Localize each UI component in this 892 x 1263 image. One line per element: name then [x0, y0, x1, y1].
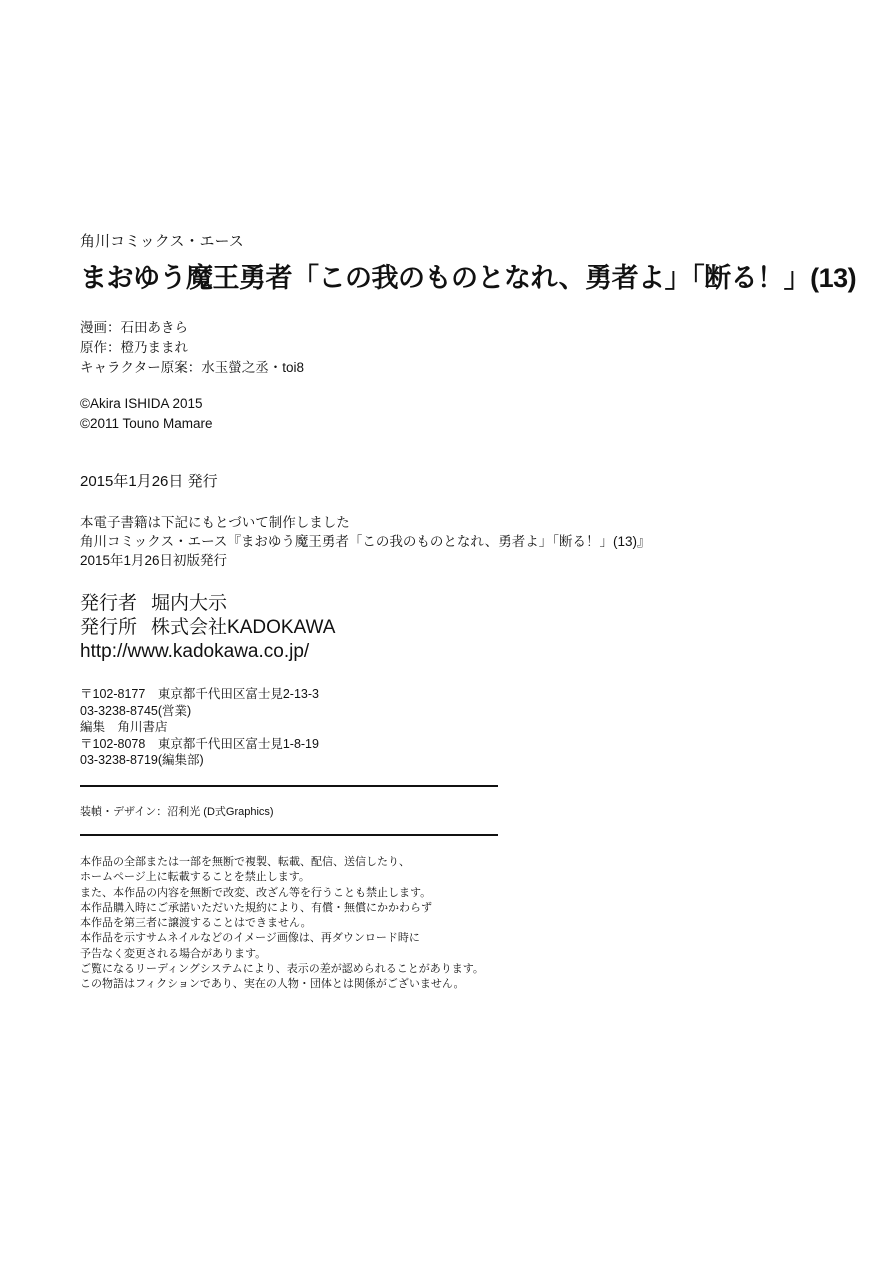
ebook-note — [80, 513, 651, 570]
notice-line: 本作品の全部または一部を無断で複製、転載、配信、送信したり、 — [80, 856, 410, 868]
imprint-label: 角川コミックス・エース — [80, 233, 244, 250]
notice-line: 本作品を示すサムネイルなどのイメージ画像は、再ダウンロード時に — [80, 932, 420, 945]
ebook-note-line: 2015年1月26日初版発行 — [80, 553, 228, 568]
notice-line: 本作品購入時にご承諾いただいた規約により、有償・無償にかかわらず — [80, 901, 432, 914]
credit-character: キャラクター原案：水玉螢之丞・toi8 — [80, 360, 304, 375]
legal-notice — [80, 855, 484, 993]
design-credit: 装幀・デザイン：沼利光 (D式Graphics) — [80, 806, 274, 818]
divider — [80, 785, 498, 787]
company-name: 株式会社KADOKAWA — [151, 617, 336, 638]
notice-line: ホームページ上に転載することを禁止します。 — [80, 871, 310, 884]
address-line: 〒102-8177 東京都千代田区富士見2-13-3 — [80, 687, 319, 701]
publisher-label: 発行者 — [80, 593, 138, 614]
address-block — [80, 686, 319, 769]
publisher-line — [80, 592, 335, 616]
notice-line: この物語はフィクションであり、実在の人物・団体とは関係がございません。 — [80, 978, 465, 991]
ebook-note-line: 角川コミックス・エース『まおゆう魔王勇者「この我のものとなれ、勇者よ」「断る！」(13)』 — [80, 534, 651, 549]
copyrights — [80, 394, 213, 434]
credit-original: 原作：橙乃ままれ — [80, 340, 188, 355]
publisher-block — [80, 592, 335, 664]
notice-line: ご覧になるリーディングシステムにより、表示の差が認められることがあります。 — [80, 963, 484, 976]
ebook-note-line: 本電子書籍は下記にもとづいて制作しました — [80, 515, 350, 530]
address-line: 03-3238-8719(編集部) — [80, 753, 204, 767]
publication-date: 2015年1月26日 発行 — [80, 473, 218, 490]
notice-line: 本作品を第三者に譲渡することはできません。 — [80, 917, 312, 930]
book-title: まおゆう魔王勇者「この我のものとなれ、勇者よ」「断る！」(13) — [80, 263, 857, 293]
copyright-line: ©2011 Touno Mamare — [80, 416, 213, 431]
company-label: 発行所 — [80, 617, 138, 638]
notice-line: また、本作品の内容を無断で改変、改ざん等を行うことも禁止します。 — [80, 886, 432, 899]
address-line: 編集 角川書店 — [80, 720, 168, 734]
credits — [80, 318, 304, 378]
publisher-name: 堀内大示 — [151, 593, 228, 614]
notice-line: 予告なく変更される場合があります。 — [80, 947, 267, 960]
address-line: 03-3238-8745(営業) — [80, 703, 192, 718]
copyright-line: ©Akira ISHIDA 2015 — [80, 396, 203, 411]
credit-manga: 漫画：石田あきら — [80, 320, 188, 335]
company-line — [80, 616, 335, 640]
address-line: 〒102-8078 東京都千代田区富士見1-8-19 — [80, 736, 319, 751]
divider — [80, 834, 498, 836]
publisher-url[interactable]: http://www.kadokawa.co.jp/ — [80, 641, 310, 662]
